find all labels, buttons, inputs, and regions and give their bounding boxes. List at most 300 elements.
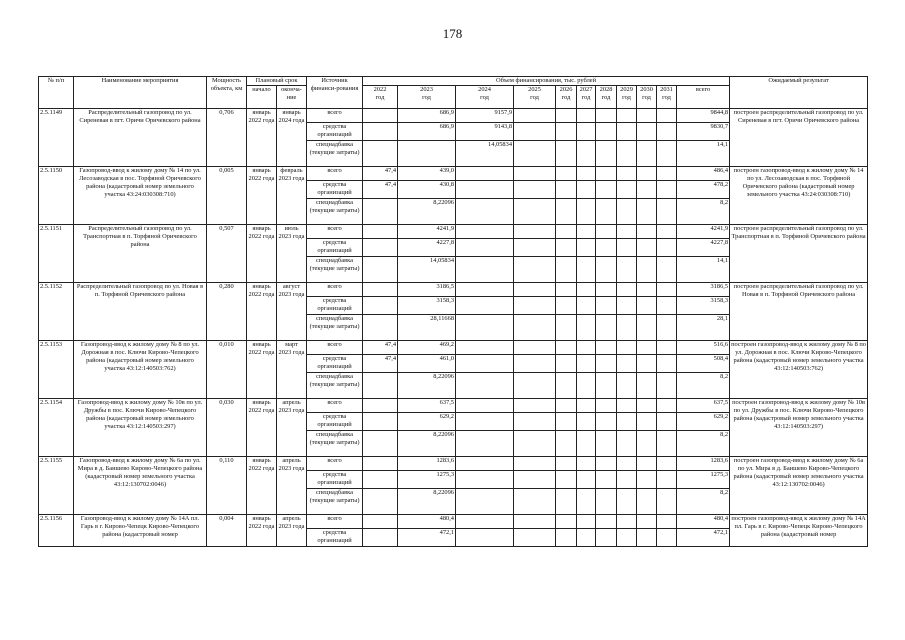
entry-name: Распределительный газопровод по ул. Новая в п. Торфяной Оричевского района	[74, 283, 207, 341]
year-value	[657, 167, 677, 181]
total-value: 28,1	[677, 315, 730, 341]
header-year	[456, 86, 514, 109]
year-value: 47,4	[363, 167, 398, 181]
financing-source: всего	[307, 283, 363, 297]
year-value	[596, 355, 617, 373]
year-value	[577, 225, 596, 239]
year-value	[617, 457, 637, 471]
year-value	[456, 471, 514, 489]
table-row	[39, 341, 868, 355]
year-value	[577, 529, 596, 547]
year-value	[596, 109, 617, 123]
entry-number: 2.5.1150	[39, 167, 74, 225]
financing-source: средства организаций	[307, 181, 363, 199]
year-value	[596, 225, 617, 239]
entry-result: построен распределительный газопровод по ул. Сиреневая в пгт. Оричи Оричевского района	[730, 109, 868, 167]
entry-start: январь 2022 года	[247, 167, 277, 225]
financing-source: всего	[307, 225, 363, 239]
year-value	[556, 141, 577, 167]
year-value	[617, 373, 637, 399]
header-year-number: 2028	[599, 86, 613, 93]
year-value: 8,22096	[398, 489, 456, 515]
year-value	[577, 181, 596, 199]
header-year-unit: год	[581, 94, 591, 101]
year-value	[514, 239, 556, 257]
year-value	[617, 167, 637, 181]
year-value	[456, 529, 514, 547]
year-value	[657, 283, 677, 297]
year-value	[363, 431, 398, 457]
entry-result: построен газопровод-ввод к жилому дому № 10в по ул. Дружбы в пос. Ключи Кирово-Чепецкого района (кадастровый номер земельного участка 43:12:140503:297)	[730, 399, 868, 457]
entry-end: август 2023 года	[277, 283, 307, 341]
year-value	[596, 257, 617, 283]
year-value	[657, 315, 677, 341]
header-year	[514, 86, 556, 109]
financing-source: всего	[307, 399, 363, 413]
financing-source: всего	[307, 515, 363, 529]
year-value	[596, 181, 617, 199]
year-value	[456, 399, 514, 413]
entry-capacity: 0,004	[207, 515, 247, 547]
entry-capacity: 0,706	[207, 109, 247, 167]
year-value	[514, 167, 556, 181]
header-year-number: 2026	[559, 86, 573, 93]
header-year	[556, 86, 577, 109]
year-value	[617, 257, 637, 283]
year-value	[556, 109, 577, 123]
header-year	[657, 86, 677, 109]
year-value	[637, 297, 657, 315]
year-value	[637, 341, 657, 355]
header-year	[617, 86, 637, 109]
year-value	[398, 141, 456, 167]
year-value	[637, 257, 657, 283]
year-value: 47,4	[363, 341, 398, 355]
year-value	[637, 515, 657, 529]
header-period: Плановый срок	[247, 77, 307, 86]
year-value	[596, 315, 617, 341]
year-value	[514, 399, 556, 413]
table-row	[39, 225, 868, 239]
entry-name: Распределительный газопровод по ул. Транспортная в п. Торфяной Оричевского района	[74, 225, 207, 283]
year-value	[514, 471, 556, 489]
entry-end: февраль 2023 года	[277, 167, 307, 225]
table-row	[39, 283, 868, 297]
year-value	[577, 471, 596, 489]
year-value: 1275,3	[398, 471, 456, 489]
header-year-unit: год	[642, 94, 651, 101]
header-year-unit: год	[662, 94, 671, 101]
entry-number: 2.5.1152	[39, 283, 74, 341]
header-year-unit: год	[561, 94, 571, 101]
total-value: 3186,5	[677, 283, 730, 297]
year-value	[456, 489, 514, 515]
year-value	[556, 529, 577, 547]
entry-number: 2.5.1154	[39, 399, 74, 457]
entry-result: построен газопровод-ввод к жилому дому № 8 по ул. Дорожная в пос. Ключи Кирово-Чепецкого района (кадастровый номер земельного участка 43:12:140503:762)	[730, 341, 868, 399]
year-value	[577, 123, 596, 141]
header-total: всего	[677, 86, 730, 109]
year-value: 4241,9	[398, 225, 456, 239]
year-value	[657, 141, 677, 167]
year-value	[363, 457, 398, 471]
header-num: № п/п	[39, 77, 74, 109]
year-value	[596, 413, 617, 431]
header-year-number: 2023	[420, 86, 433, 93]
year-value	[617, 489, 637, 515]
entry-capacity: 0,110	[207, 457, 247, 515]
year-value	[363, 199, 398, 225]
year-value	[556, 457, 577, 471]
year-value	[363, 315, 398, 341]
year-value	[514, 413, 556, 431]
entry-start: январь 2022 года	[247, 109, 277, 167]
financing-source: спецнадбавка (текущие затраты)	[307, 489, 363, 515]
year-value	[577, 167, 596, 181]
year-value	[637, 373, 657, 399]
year-value	[577, 297, 596, 315]
financing-source: средства организаций	[307, 413, 363, 431]
financing-source: спецнадбавка (текущие затраты)	[307, 315, 363, 341]
table-row	[39, 109, 868, 123]
year-value: 14,05834	[456, 141, 514, 167]
total-value: 9830,7	[677, 123, 730, 141]
year-value	[556, 315, 577, 341]
year-value: 686,9	[398, 109, 456, 123]
year-value	[577, 457, 596, 471]
header-year-unit: год	[480, 94, 489, 101]
year-value	[657, 399, 677, 413]
year-value	[456, 297, 514, 315]
year-value: 14,05834	[398, 257, 456, 283]
year-value	[577, 489, 596, 515]
year-value	[637, 431, 657, 457]
year-value	[596, 239, 617, 257]
year-value	[456, 167, 514, 181]
financing-source: средства организаций	[307, 355, 363, 373]
year-value	[363, 529, 398, 547]
entry-start: январь 2022 года	[247, 399, 277, 457]
year-value	[596, 341, 617, 355]
year-value: 439,0	[398, 167, 456, 181]
year-value	[514, 141, 556, 167]
year-value	[637, 167, 657, 181]
year-value	[577, 413, 596, 431]
year-value	[577, 257, 596, 283]
year-value	[456, 239, 514, 257]
year-value	[657, 257, 677, 283]
financing-source: спецнадбавка (текущие затраты)	[307, 373, 363, 399]
entry-number: 2.5.1156	[39, 515, 74, 547]
year-value	[556, 239, 577, 257]
year-value	[514, 109, 556, 123]
year-value	[556, 355, 577, 373]
year-value	[556, 167, 577, 181]
header-year	[363, 86, 398, 109]
year-value	[657, 413, 677, 431]
entry-capacity: 0,030	[207, 399, 247, 457]
year-value	[617, 199, 637, 225]
year-value	[456, 431, 514, 457]
entry-end: апрель 2023 года	[277, 457, 307, 515]
year-value	[637, 355, 657, 373]
year-value	[657, 457, 677, 471]
financing-source: средства организаций	[307, 239, 363, 257]
year-value	[514, 297, 556, 315]
year-value	[596, 399, 617, 413]
year-value: 430,8	[398, 181, 456, 199]
entry-result: построен газопровод-ввод к жилому дому № 14 по ул. Лесозаводская в пос. Торфяной Оричевского района (кадастровый номер земельного участка 43:24:030308:710)	[730, 167, 868, 225]
header-year-number: 2027	[579, 86, 593, 93]
year-value	[456, 225, 514, 239]
year-value	[556, 283, 577, 297]
header-year-number: 2029	[620, 86, 633, 93]
year-value	[577, 515, 596, 529]
year-value	[637, 413, 657, 431]
year-value	[617, 239, 637, 257]
header-row	[39, 77, 868, 86]
entry-name: Распределительный газопровод по ул. Сиреневая в пгт. Оричи Оричевского района	[74, 109, 207, 167]
year-value	[577, 109, 596, 123]
entry-result: построен газопровод-ввод к жилому дому № 14А пл. Гарь в г. Кирово-Чепецк Кирово-Чепецкого района (кадастровый номер	[730, 515, 868, 547]
table-row	[39, 399, 868, 413]
year-value	[556, 199, 577, 225]
year-value	[637, 457, 657, 471]
year-value	[637, 225, 657, 239]
entry-result: построен распределительный газопровод по ул. Транспортная в п. Торфяной Оричевского района	[730, 225, 868, 283]
year-value	[577, 239, 596, 257]
year-value: 3186,5	[398, 283, 456, 297]
year-value	[657, 489, 677, 515]
year-value: 461,0	[398, 355, 456, 373]
total-value: 8,2	[677, 431, 730, 457]
header-year-number: 2022	[373, 86, 387, 93]
financing-source: средства организаций	[307, 471, 363, 489]
year-value	[363, 109, 398, 123]
year-value: 8,22096	[398, 431, 456, 457]
year-value	[637, 123, 657, 141]
year-value	[596, 167, 617, 181]
year-value	[577, 399, 596, 413]
year-value	[637, 141, 657, 167]
year-value	[637, 529, 657, 547]
header-name: Наименование мероприятия	[74, 77, 207, 109]
financing-source: всего	[307, 341, 363, 355]
year-value	[514, 373, 556, 399]
header-year-unit: год	[601, 94, 611, 101]
year-value	[617, 355, 637, 373]
total-value: 478,2	[677, 181, 730, 199]
year-value	[617, 225, 637, 239]
year-value	[617, 471, 637, 489]
year-value	[363, 225, 398, 239]
table-row	[39, 167, 868, 181]
total-value: 8,2	[677, 373, 730, 399]
year-value	[514, 225, 556, 239]
total-value: 637,5	[677, 399, 730, 413]
entry-end: апрель 2023 года	[277, 399, 307, 457]
total-value: 486,4	[677, 167, 730, 181]
year-value: 9143,8	[456, 123, 514, 141]
year-value	[577, 141, 596, 167]
total-value: 4227,8	[677, 239, 730, 257]
header-start: начало	[247, 86, 277, 109]
year-value	[657, 341, 677, 355]
year-value	[637, 199, 657, 225]
year-value	[363, 257, 398, 283]
header-source: Источник финанси-рования	[307, 77, 363, 109]
entry-capacity: 0,005	[207, 167, 247, 225]
year-value	[617, 181, 637, 199]
year-value	[596, 123, 617, 141]
table-row	[39, 457, 868, 471]
total-value: 472,1	[677, 529, 730, 547]
year-value	[637, 109, 657, 123]
year-value	[514, 457, 556, 471]
year-value	[556, 399, 577, 413]
year-value	[617, 283, 637, 297]
year-value	[363, 123, 398, 141]
year-value	[577, 341, 596, 355]
year-value	[556, 413, 577, 431]
total-value: 629,2	[677, 413, 730, 431]
year-value	[577, 431, 596, 457]
header-year	[398, 86, 456, 109]
year-value	[657, 225, 677, 239]
entry-start: январь 2022 года	[247, 457, 277, 515]
year-value	[514, 515, 556, 529]
year-value	[556, 123, 577, 141]
year-value	[637, 489, 657, 515]
entry-number: 2.5.1153	[39, 341, 74, 399]
entry-capacity: 0,507	[207, 225, 247, 283]
year-value	[363, 141, 398, 167]
financing-source: спецнадбавка (текущие затраты)	[307, 431, 363, 457]
year-value	[657, 515, 677, 529]
year-value	[617, 341, 637, 355]
year-value	[514, 181, 556, 199]
year-value	[637, 239, 657, 257]
year-value	[514, 529, 556, 547]
year-value	[556, 471, 577, 489]
year-value	[363, 283, 398, 297]
year-value	[617, 315, 637, 341]
year-value	[596, 283, 617, 297]
header-financing: Объем финансирования, тыс. рублей	[363, 77, 730, 86]
year-value	[657, 297, 677, 315]
year-value	[456, 373, 514, 399]
entry-start: январь 2022 года	[247, 283, 277, 341]
year-value	[617, 529, 637, 547]
year-value	[617, 431, 637, 457]
total-value: 9844,8	[677, 109, 730, 123]
year-value	[617, 141, 637, 167]
year-value	[456, 341, 514, 355]
year-value	[456, 355, 514, 373]
year-value	[596, 141, 617, 167]
year-value	[577, 315, 596, 341]
year-value: 8,22096	[398, 373, 456, 399]
entry-name: Газопровод-ввод к жилому дому № 10в по ул. Дружбы в пос. Ключи Кирово-Чепецкого района (кадастровый номер земельного участка 43:12:140503:297)	[74, 399, 207, 457]
year-value	[556, 341, 577, 355]
total-value: 14,1	[677, 257, 730, 283]
total-value: 508,4	[677, 355, 730, 373]
year-value	[456, 181, 514, 199]
header-capacity: Мощность объекта, км	[207, 77, 247, 109]
header-year-unit: год	[530, 94, 539, 101]
year-value	[596, 297, 617, 315]
year-value	[637, 471, 657, 489]
header-year	[637, 86, 657, 109]
year-value	[617, 515, 637, 529]
year-value	[456, 457, 514, 471]
year-value	[637, 283, 657, 297]
year-value: 9157,9	[456, 109, 514, 123]
year-value	[657, 471, 677, 489]
year-value	[637, 315, 657, 341]
entry-result: построен газопровод-ввод к жилому дому № 6а по ул. Мира в д. Баишево Кирово-Чепецкого района (кадастровый номер земельного участка 43:12:130702:0046)	[730, 457, 868, 515]
year-value	[514, 315, 556, 341]
header-year-number: 2031	[660, 86, 673, 93]
year-value	[596, 515, 617, 529]
year-value: 8,22096	[398, 199, 456, 225]
financing-source: средства организаций	[307, 297, 363, 315]
year-value: 4227,8	[398, 239, 456, 257]
year-value	[456, 515, 514, 529]
year-value	[363, 373, 398, 399]
financing-table	[38, 76, 868, 547]
year-value	[657, 181, 677, 199]
header-year-unit: год	[622, 94, 631, 101]
year-value	[363, 239, 398, 257]
header-year-number: 2024	[478, 86, 491, 93]
year-value	[456, 315, 514, 341]
year-value	[514, 431, 556, 457]
year-value	[657, 431, 677, 457]
year-value	[514, 283, 556, 297]
header-year	[577, 86, 596, 109]
year-value	[556, 297, 577, 315]
financing-source: средства организаций	[307, 529, 363, 547]
financing-source: всего	[307, 167, 363, 181]
table-row	[39, 515, 868, 529]
total-value: 480,4	[677, 515, 730, 529]
year-value	[514, 489, 556, 515]
year-value	[657, 123, 677, 141]
year-value	[514, 257, 556, 283]
entry-capacity: 0,280	[207, 283, 247, 341]
entry-number: 2.5.1155	[39, 457, 74, 515]
financing-source: средства организаций	[307, 123, 363, 141]
header-year	[596, 86, 617, 109]
header-year-unit: год	[422, 94, 431, 101]
year-value	[556, 225, 577, 239]
entry-end: март 2023 года	[277, 341, 307, 399]
year-value	[514, 355, 556, 373]
total-value: 516,6	[677, 341, 730, 355]
entry-end: январь 2024 года	[277, 109, 307, 167]
year-value	[596, 199, 617, 225]
entry-result: построен распределительный газопровод по ул. Новая в п. Торфяной Оричевского района	[730, 283, 868, 341]
table-body	[39, 109, 868, 547]
year-value	[363, 515, 398, 529]
total-value: 14,1	[677, 141, 730, 167]
financing-source: спецнадбавка (текущие затраты)	[307, 141, 363, 167]
year-value	[363, 489, 398, 515]
entry-name: Газопровод-ввод к жилому дому № 14 по ул. Лесозаводская в пос. Торфяной Оричевского района (кадастровый номер земельного участка 43:24:030308:710)	[74, 167, 207, 225]
year-value	[556, 431, 577, 457]
year-value	[456, 257, 514, 283]
